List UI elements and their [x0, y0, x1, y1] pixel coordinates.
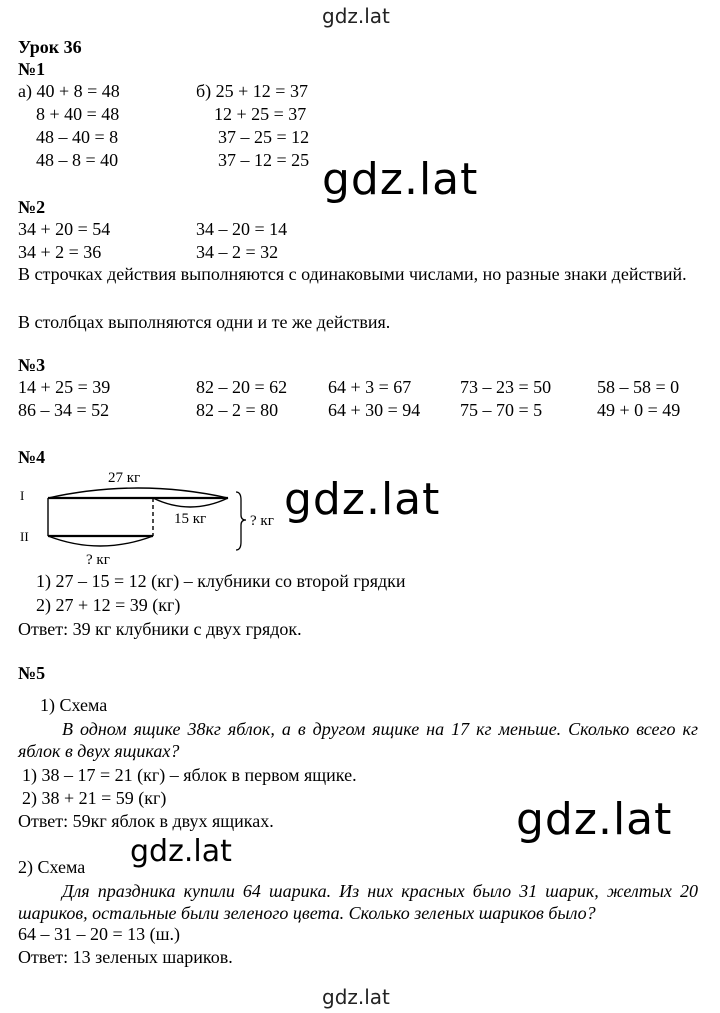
ex5-part2-answer: Ответ: 13 зеленых шариков.: [18, 947, 233, 967]
ex1-a-line-1: а) 40 + 8 = 48: [18, 81, 120, 101]
ex5-part2-label: 2) Схема: [18, 857, 86, 877]
ex1-a-line-2: 8 + 40 = 48: [36, 104, 120, 124]
exercise-2-heading: №2: [18, 197, 46, 217]
diagram-row-1-label: I: [20, 488, 25, 503]
ex4-step-2: 2) 27 + 12 = 39 (кг): [36, 595, 181, 615]
watermark-bottom: gdz.lat: [322, 985, 390, 1009]
ex5-part1-label: 1) Схема: [40, 695, 108, 715]
ex3-row2-cell-5: 49 + 0 = 49: [597, 400, 681, 420]
watermark-large-3: gdz.lat: [516, 794, 673, 845]
ex5-part1-problem: В одном ящике 38кг яблок, а в другом ящике на 17 кг меньше. Сколько всего кг яблок в двух ящиках?: [18, 719, 698, 761]
watermark-large-1: gdz.lat: [322, 154, 479, 205]
diagram-row-2-label: II: [20, 529, 29, 544]
ex3-row2-cell-1: 86 – 34 = 52: [18, 400, 110, 420]
ex1-a-line-4: 48 – 8 = 40: [36, 150, 119, 170]
ex3-row2-cell-4: 75 – 70 = 5: [460, 400, 543, 420]
diagram-arc-difference: [153, 498, 228, 507]
diagram-top-label: 27 кг: [108, 470, 141, 486]
ex3-row2-cell-2: 82 – 2 = 80: [196, 400, 279, 420]
exercise-1-heading: №1: [18, 59, 46, 79]
ex4-step-1: 1) 27 – 15 = 12 (кг) – клубники со второй грядки: [36, 571, 406, 591]
ex3-row1-cell-2: 82 – 20 = 62: [196, 377, 288, 397]
ex1-b-line-2: 12 + 25 = 37: [214, 104, 307, 124]
ex1-b-line-3: 37 – 25 = 12: [218, 127, 310, 147]
diagram-total-label: ? кг: [250, 513, 274, 529]
ex2-col1-line-1: 34 + 20 = 54: [18, 219, 111, 239]
diagram-arc-top: [48, 488, 228, 498]
ex3-row1-cell-1: 14 + 25 = 39: [18, 377, 111, 397]
ex2-col2-line-1: 34 – 20 = 14: [196, 219, 288, 239]
ex2-explanation-rows: В строчках действия выполняются с одинаковыми числами, но разные знаки действий.: [18, 264, 687, 284]
ex2-col1-line-2: 34 + 2 = 36: [18, 242, 102, 262]
ex1-a-line-3: 48 – 40 = 8: [36, 127, 119, 147]
ex2-col2-line-2: 34 – 2 = 32: [196, 242, 279, 262]
diagram-difference-label: 15 кг: [174, 511, 207, 527]
exercise-3-heading: №3: [18, 355, 46, 375]
exercise-5-heading: №5: [18, 663, 46, 683]
ex3-row1-cell-5: 58 – 58 = 0: [597, 377, 680, 397]
ex3-row1-cell-4: 73 – 23 = 50: [460, 377, 552, 397]
strawberry-beds-diagram: [0, 460, 300, 575]
lesson-title: Урок 36: [18, 37, 82, 57]
diagram-arc-bottom: [48, 536, 153, 546]
ex5-part2-problem: Для праздника купили 64 шарика. Из них красных было 31 шарик, желтых 20 шариков, остальные были зеленого цвета. Сколько зеленых шариков было?: [18, 881, 698, 923]
exercise-4-heading: №4: [18, 447, 46, 467]
ex3-row1-cell-3: 64 + 3 = 67: [328, 377, 412, 397]
ex1-b-line-1: б) 25 + 12 = 37: [196, 81, 308, 101]
ex5-part1-answer: Ответ: 59кг яблок в двух ящиках.: [18, 811, 274, 831]
watermark-medium: gdz.lat: [130, 834, 232, 869]
ex3-row2-cell-3: 64 + 30 = 94: [328, 400, 421, 420]
ex5-part2-step: 64 – 31 – 20 = 13 (ш.): [18, 924, 180, 944]
watermark-top: gdz.lat: [322, 4, 390, 28]
ex1-b-line-4: 37 – 12 = 25: [218, 150, 310, 170]
ex4-answer: Ответ: 39 кг клубники с двух грядок.: [18, 619, 302, 639]
diagram-bottom-label: ? кг: [86, 552, 110, 568]
watermark-large-2: gdz.lat: [284, 474, 441, 525]
ex2-explanation-columns: В столбцах выполняются одни и те же действия.: [18, 312, 391, 332]
ex5-part1-step-2: 2) 38 + 21 = 59 (кг): [22, 788, 167, 808]
ex5-part1-step-1: 1) 38 – 17 = 21 (кг) – яблок в первом ящике.: [22, 765, 357, 785]
diagram-total-brace: [236, 492, 246, 550]
